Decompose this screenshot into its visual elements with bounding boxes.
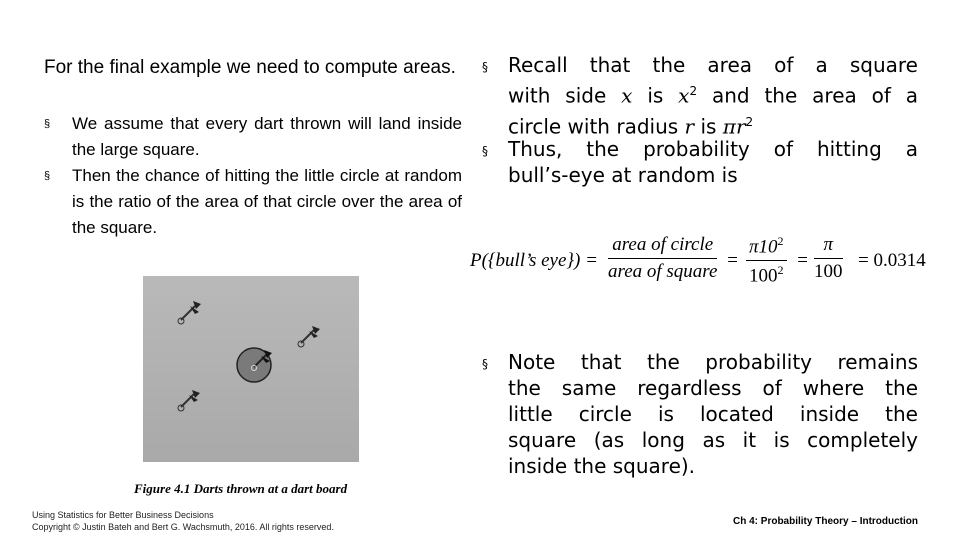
bullet-marker: § <box>44 118 51 130</box>
equals-sign: = <box>796 250 809 271</box>
equals-sign: = <box>726 250 739 271</box>
bullet-marker: § <box>44 170 51 182</box>
footer-copyright: Copyright © Justin Bateh and Bert G. Wachsmuth, 2016. All rights reserved. <box>32 522 334 532</box>
right-bullet-3-line-3: little circle is located inside the <box>508 402 918 426</box>
left-bullet-2-text: Then the chance of hitting the little circle at random is the ratio of the area of that circle over the area of the square. <box>72 166 462 237</box>
right-bullet-1 <box>482 52 918 139</box>
right-bullet-3-line-1: Note that the probability remains <box>508 350 918 374</box>
formula-result: = 0.0314 <box>858 250 926 271</box>
fraction-area-ratio: area of circle area of square <box>608 234 718 282</box>
dart-icon <box>178 301 201 324</box>
right-bullet-3-line-2: the same regardless of where the <box>508 376 918 400</box>
left-bullet-1 <box>44 111 462 163</box>
dart-icon <box>178 390 200 411</box>
bullet-marker: § <box>482 357 488 371</box>
dart-board-figure <box>143 276 359 462</box>
right-bullet-1-line-2: with side x is $x^2$ and the area of a <box>508 83 919 108</box>
right-bullet-3-line-5: inside the square). <box>508 454 696 478</box>
footer-chapter: Ch 4: Probability Theory – Introduction <box>733 516 919 527</box>
right-bullet-2-line-2: bull’s-eye at random is <box>508 163 738 187</box>
footer-book-title: Using Statistics for Better Business Decisions <box>32 510 214 520</box>
right-bullet-3-line-4: square (as long as it is completely <box>508 428 918 452</box>
probability-formula <box>470 232 940 292</box>
right-bullet-2 <box>482 136 918 188</box>
left-bullet-1-text: We assume that every dart thrown will land inside the large square. <box>72 114 462 159</box>
formula-lhs: P({bull’s eye}) = <box>470 250 598 271</box>
bullet-marker: § <box>482 144 488 158</box>
dart-board-image <box>143 276 359 462</box>
dart-icon <box>298 326 320 347</box>
left-bullet-2 <box>44 163 462 241</box>
fraction-pi-over-100: $\frac{\pi}{100}$ <box>814 234 843 282</box>
fraction-pi-ratio: $\frac{\pi 10^2}{100^2}$ <box>746 234 787 288</box>
right-bullet-3 <box>482 349 918 479</box>
bullet-marker: § <box>482 60 488 74</box>
right-bullet-1-line-3: circle with radius r is $\pi r^2$ <box>508 114 754 139</box>
figure-caption: Figure 4.1 Darts thrown at a dart board <box>134 481 348 496</box>
intro-text: For the final example we need to compute areas. <box>44 57 456 78</box>
right-bullet-1-line-1: Recall that the area of a square <box>508 53 918 77</box>
right-bullet-2-line-1: Thus, the probability of hitting a <box>508 137 918 161</box>
